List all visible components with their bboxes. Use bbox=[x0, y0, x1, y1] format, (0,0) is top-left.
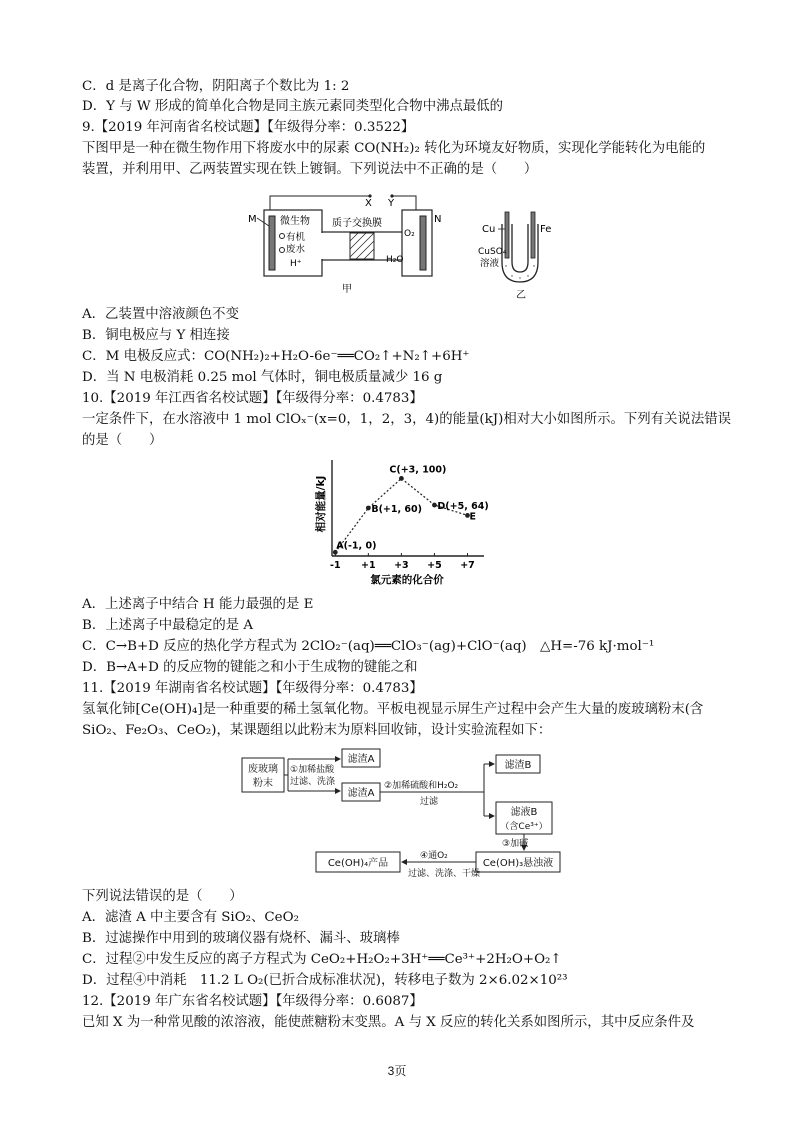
cuso4-label: CuSO₄ bbox=[478, 247, 507, 257]
product-label: Ce(OH)₄产品 bbox=[327, 858, 389, 869]
option-b: B．铜电极应与 Y 相连接 bbox=[82, 328, 230, 343]
text-line: 氢氧化铈[Ce(OH)₄]是一种重要的稀土氢氧化物。平板电视显示屏生产过程中会产生大量的废玻璃粉末(含 bbox=[82, 702, 704, 717]
option-a: A．滤渣 A 中主要含有 SiO₂、CeO₂ bbox=[82, 910, 299, 925]
point-label: B(+1, 60) bbox=[371, 504, 422, 515]
suspension-label: Ce(OH)₃悬浊液 bbox=[482, 858, 554, 869]
text-line: 的是（ ） bbox=[82, 433, 163, 448]
residue-a-bottom: 滤渣A bbox=[347, 788, 375, 799]
membrane-label: 质子交换膜 bbox=[332, 218, 382, 229]
text-line: 下图甲是一种在微生物作用下将废水中的尿素 CO(NH₂)₂ 转化为环境友好物质，实现化学能转化为电能的 bbox=[82, 141, 706, 156]
option-d: D．当 N 电极消耗 0.25 mol 气体时，铜电极质量减少 16 g bbox=[82, 370, 443, 385]
step1b-label: 过滤、洗涤 bbox=[290, 777, 336, 787]
option-c: C．M 电极反应式：CO(NH₂)₂+H₂O-6e⁻══CO₂↑+N₂↑+6H⁺ bbox=[82, 349, 470, 364]
option-a: A．上述离子中结合 H 能力最强的是 E bbox=[82, 597, 314, 612]
option-d: D．B→A+D 的反应物的键能之和小于生成物的键能之和 bbox=[82, 660, 418, 675]
question-header: 12.【2019 年广东省名校试题】【年级得分率：0.6087】 bbox=[82, 994, 423, 1009]
question-header: 10.【2019 年江西省名校试题】【年级得分率：0.4783】 bbox=[82, 391, 423, 406]
chart-xlabel: 氯元素的化合价 bbox=[370, 574, 444, 586]
text-line: SiO₂、Fe₂O₃、CeO₂)，某课题组以此粉末为原料回收铈，设计实验流程如下： bbox=[82, 723, 552, 738]
o2-label: O₂ bbox=[404, 229, 415, 239]
fe-label: Fe bbox=[540, 224, 552, 235]
text-line: C．d 是离子化合物，阴阳离子个数比为 1: 2 bbox=[82, 79, 350, 94]
question-header: 9.【2019 年河南省名校试题】【年级得分率：0.3522】 bbox=[82, 120, 415, 135]
data-point bbox=[366, 506, 371, 511]
option-b: B．上述离子中最稳定的是 A bbox=[82, 618, 254, 633]
x-tick-label: -1 bbox=[330, 560, 341, 571]
option-b: B．过滤操作中用到的玻璃仪器有烧杯、漏斗、玻璃棒 bbox=[82, 931, 400, 946]
page-number: 3页 bbox=[387, 1064, 407, 1078]
point-label: A(-1, 0) bbox=[336, 540, 377, 552]
electrochem-figure bbox=[220, 188, 560, 303]
step2b-label: 过滤 bbox=[420, 797, 439, 807]
text-line: D．Y 与 W 形成的简单化合物是同主族元素同类型化合物中沸点最低的 bbox=[82, 99, 504, 114]
x-tick-label: +1 bbox=[361, 560, 376, 571]
filtrate-b2-label: （含Ce³⁺） bbox=[500, 822, 548, 832]
process-flowchart bbox=[240, 746, 570, 884]
energy-chart bbox=[312, 452, 492, 592]
text-line: 下列说法错误的是（ ） bbox=[82, 889, 243, 904]
option-c: C．过程②中发生反应的离子方程式为 CeO₂+H₂O₂+3H⁺══Ce³⁺+2H₂O+O₂↑ bbox=[82, 952, 562, 967]
chart-ylabel: 相对能量/kJ bbox=[315, 475, 327, 533]
text-line: 一定条件下，在水溶液中 1 mol ClOₓ⁻(x=0，1，2，3，4)的能量(kJ)相对大小如图所示。下列有关说法错误 bbox=[82, 412, 731, 427]
option-d: D．过程④中消耗 11.2 L O₂(已折合成标准状况)，转移电子数为 2×6.02×10²³ bbox=[82, 973, 568, 988]
option-c: C．C→B+D 反应的热化学方程式为 2ClO₂⁻(aq)══ClO₃⁻(ag)+ClO⁻(aq) △H=-76 kJ·mol⁻¹ bbox=[82, 639, 655, 654]
point-label: C(+3, 100) bbox=[389, 464, 447, 476]
data-point bbox=[399, 476, 404, 481]
residue-a-top: 滤渣A bbox=[347, 754, 375, 765]
step3-label: ③加碱 bbox=[502, 839, 529, 849]
step1-label: ①加稀盐酸 bbox=[290, 765, 335, 775]
electrode-m-label: M bbox=[248, 214, 257, 225]
text-line: 已知 X 为一种常见酸的浓溶液，能使蔗糖粉末变黑。A 与 X 反应的转化关系如图所示，其中反应条件及 bbox=[82, 1015, 695, 1030]
residue-b-label: 滤渣B bbox=[504, 760, 532, 771]
cu-label: Cu bbox=[482, 224, 496, 235]
x-tick-label: +3 bbox=[394, 560, 409, 571]
point-label: D(+5, 64) bbox=[437, 501, 489, 513]
terminal-x-label: X bbox=[365, 198, 372, 209]
cell-jia-label: 甲 bbox=[342, 284, 352, 295]
cell-yi-label: 乙 bbox=[516, 290, 526, 301]
step4-label: ④通O₂ bbox=[420, 851, 448, 861]
x-tick-label: +7 bbox=[460, 560, 475, 571]
solution-label: 溶液 bbox=[480, 258, 500, 269]
raw-label: 废玻璃 bbox=[248, 764, 278, 775]
raw2-label: 粉末 bbox=[253, 778, 273, 789]
electrode-n-label: N bbox=[434, 214, 442, 225]
question-header: 11.【2019 年湖南省名校试题】【年级得分率：0.4783】 bbox=[82, 681, 423, 696]
option-a: A．乙装置中溶液颜色不变 bbox=[82, 307, 239, 322]
x-tick-label: +5 bbox=[427, 560, 442, 571]
point-label: E bbox=[469, 511, 476, 523]
step4b-label: 过滤、洗涤、干燥 bbox=[408, 869, 481, 879]
microbe-label: 微生物 bbox=[280, 216, 310, 227]
organic-label: 有机 bbox=[286, 232, 306, 243]
filtrate-b-label: 滤液B bbox=[510, 807, 538, 818]
wastewater-label: 废水 bbox=[286, 244, 306, 255]
h2o-label: H₂O bbox=[386, 255, 404, 265]
terminal-y-label: Y bbox=[388, 198, 395, 209]
data-point bbox=[432, 503, 437, 508]
h-plus-label: H⁺ bbox=[290, 259, 302, 269]
step2-label: ②加稀硫酸和H₂O₂ bbox=[384, 781, 459, 791]
text-line: 装置，并利用甲、乙两装置实现在铁上镀铜。下列说法中不正确的是（ ） bbox=[82, 162, 538, 177]
